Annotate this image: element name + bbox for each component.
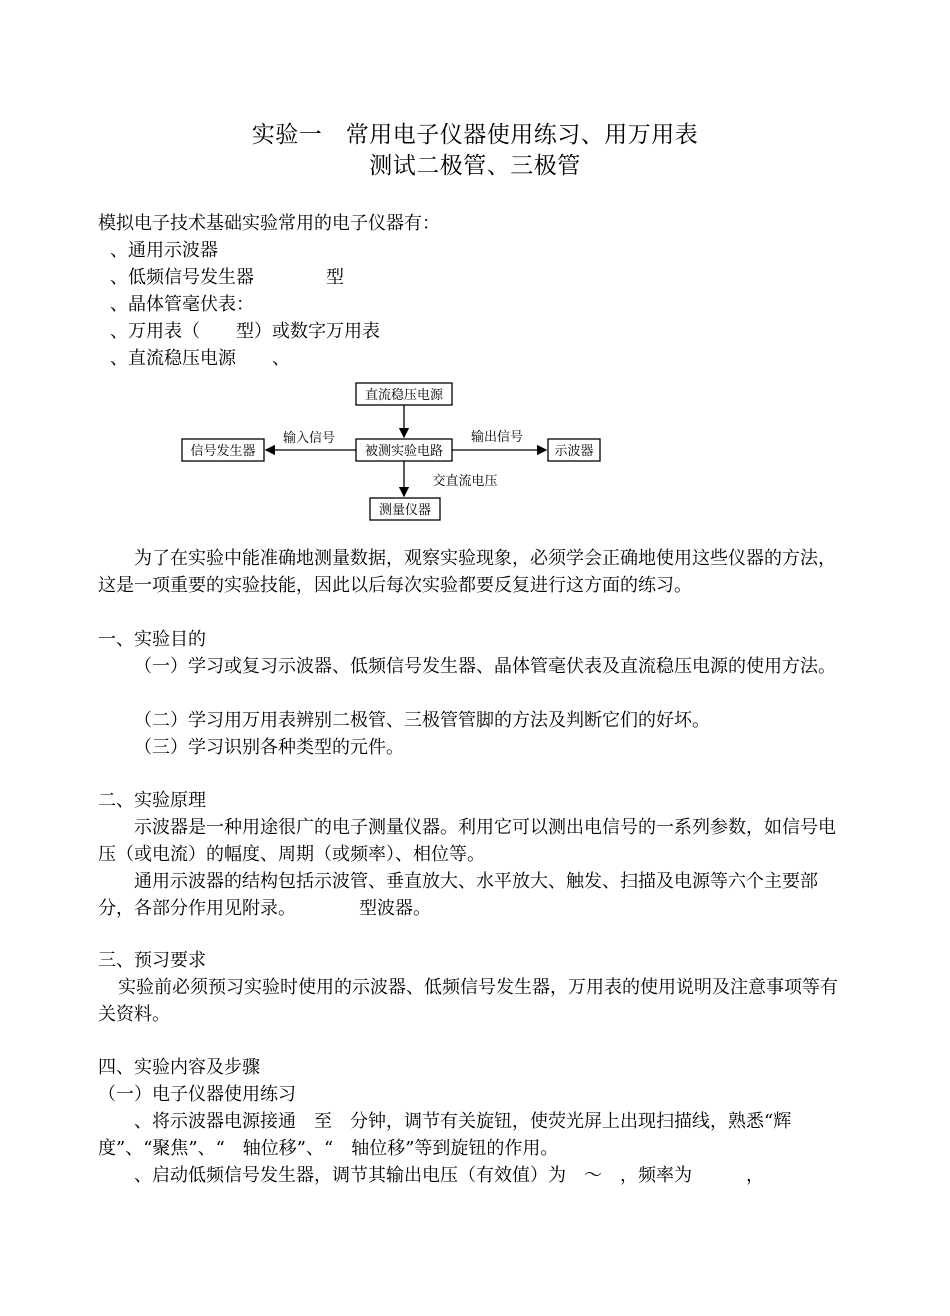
circuit-label: 被测实验电路 [364, 444, 444, 459]
instrument-connection-diagram [0, 0, 950, 540]
list-item: 、直流稳压电源 、 [110, 348, 290, 369]
subsection-heading: （一）电子仪器使用练习 [98, 1084, 296, 1105]
section-heading: 四、实验内容及步骤 [98, 1057, 260, 1078]
title-line-2: 测试二极管、三极管 [369, 153, 581, 179]
step-paragraph: 、将示波器电源接通 至 分钟，调节有关旋钮，使荧光屏上出现扫描线，熟悉“辉度”、“聚焦”、“ 轴位移”、“ 轴位移”等到旋钮的作用。 [98, 1111, 792, 1159]
list-item: 、万用表（ 型）或数字万用表 [110, 321, 380, 342]
principle-paragraph: 示波器是一种用途很广的电子测量仪器。利用它可以测出电信号的一系列参数，如信号电压（或电流）的幅度、周期（或频率）、相位等。 [98, 817, 836, 865]
principle-paragraph: 通用示波器的结构包括示波管、垂直放大、水平放大、触发、扫描及电源等六个主要部分，各部分作用见附录。 型波器。 [98, 871, 818, 919]
intro-paragraph: 为了在实验中能准确地测量数据，观察实验现象，必须学会正确地使用这些仪器的方法，这是一项重要的实验技能，因此以后每次实验都要反复进行这方面的练习。 [98, 548, 836, 596]
list-item: 、低频信号发生器 型 [110, 267, 344, 288]
step-paragraph: 、启动低频信号发生器，调节其输出电压（有效值）为 ～ ，频率为 ， [134, 1165, 764, 1186]
output-signal-label: 输出信号 [470, 430, 524, 445]
acdc-voltage-label: 交直流电压 [432, 474, 498, 489]
objective-item: （三）学习识别各种类型的元件。 [134, 737, 404, 758]
section-heading: 一、实验目的 [98, 629, 206, 650]
list-item: 、晶体管毫伏表： [110, 294, 254, 315]
title-line-1: 实验一 常用电子仪器使用练习、用万用表 [251, 122, 699, 148]
section-heading: 二、实验原理 [98, 790, 206, 811]
intro-heading: 模拟电子技术基础实验常用的电子仪器有： [98, 213, 440, 234]
preview-paragraph: 实验前必须预习实验时使用的示波器、低频信号发生器，万用表的使用说明及注意事项等有关资料。 [98, 977, 838, 1025]
power-supply-label: 直流稳压电源 [364, 388, 444, 403]
section-heading: 三、预习要求 [98, 950, 206, 971]
input-signal-label: 输入信号 [282, 431, 336, 446]
objective-item: （二）学习用万用表辨别二极管、三极管管脚的方法及判断它们的好坏。 [134, 710, 710, 731]
oscilloscope-label: 示波器 [554, 444, 594, 459]
objective-item: （一）学习或复习示波器、低频信号发生器、晶体管毫伏表及直流稳压电源的使用方法。 [134, 656, 836, 677]
meter-label: 测量仪器 [378, 503, 432, 518]
list-item: 、通用示波器 [110, 240, 218, 261]
generator-label: 信号发生器 [190, 444, 256, 459]
